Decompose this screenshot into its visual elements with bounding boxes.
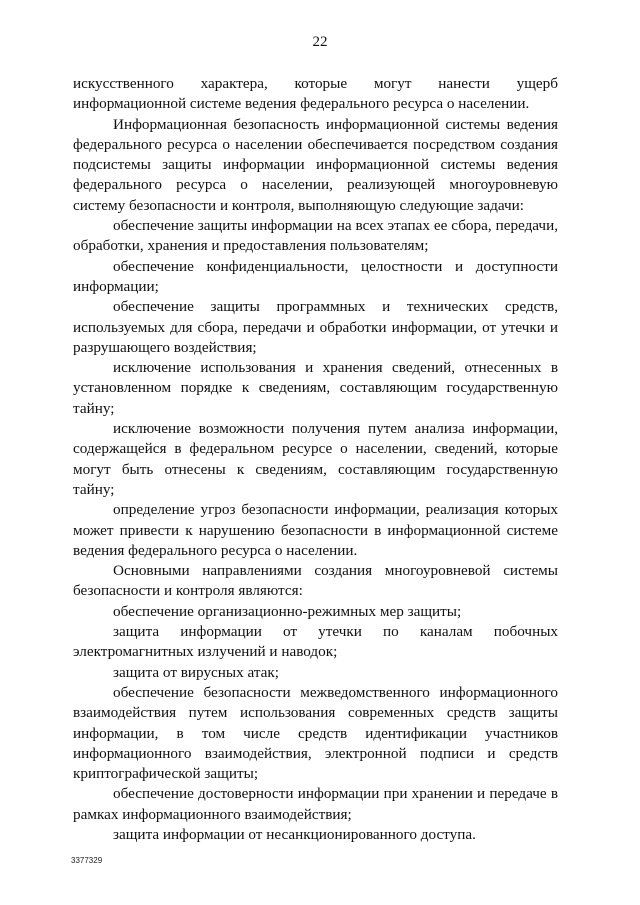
list-item: определение угроз безопасности информации, реализация которых может привести к нарушению безопасности в информационной системе ведения федерального ресурса о населении. bbox=[73, 501, 558, 559]
paragraph: Основными направлениями создания многоуровневой системы безопасности и контроля являются: bbox=[73, 562, 558, 600]
list-item: защита информации от несанкционированного доступа. bbox=[113, 825, 476, 843]
list-item: обеспечение безопасности межведомственного информационного взаимодействия путем использования современных средств защиты информации, в том числе средств идентификации участников информационного взаимодействия, электронной подписи и средств криптографической защиты; bbox=[73, 683, 558, 783]
list-item: защита информации от утечки по каналам побочных электромагнитных излучений и наводок; bbox=[73, 623, 558, 661]
list-item: обеспечение организационно-режимных мер защиты; bbox=[113, 602, 462, 620]
list-item: обеспечение защиты информации на всех этапах ее сбора, передачи, обработки, хранения и предоставления пользователям; bbox=[73, 217, 558, 255]
list-item: обеспечение защиты программных и технических средств, используемых для сбора, передачи и обработки информации, от утечки и разрушающего воздействия; bbox=[73, 298, 558, 356]
list-item: обеспечение конфиденциальности, целостности и доступности информации; bbox=[73, 257, 558, 295]
list-item: исключение возможности получения путем анализа информации, содержащейся в федеральном ресурсе о населении, сведений, которые могут быть отнесены к сведениям, составляющим государственную тайну; bbox=[73, 420, 558, 498]
paragraph: Информационная безопасность информационной системы ведения федерального ресурса о населении обеспечивается посредством создания подсистемы защиты информации информационной системы ведения федерального ресурса о населении, реализующей многоуровневую систему безопасности и контроля, выполняющую следующие задачи: bbox=[73, 115, 558, 214]
list-item: защита от вирусных атак; bbox=[113, 663, 280, 681]
document-body bbox=[73, 74, 558, 845]
page-number: 22 bbox=[312, 34, 328, 50]
document-code: 3377329 bbox=[71, 856, 103, 865]
list-item: обеспечение достоверности информации при хранении и передаче в рамках информационного взаимодействия; bbox=[73, 785, 558, 823]
list-item: исключение использования и хранения сведений, отнесенных в установленном порядке к сведениям, составляющим государственную тайну; bbox=[73, 359, 558, 417]
paragraph: искусственного характера, которые могут нанести ущерб информационной системе ведения федерального ресурса о населении. bbox=[73, 75, 558, 113]
